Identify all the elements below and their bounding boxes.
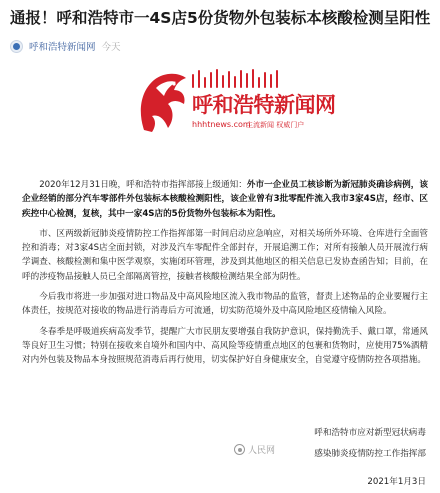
paragraph-1: 2020年12月31日晚，呼和浩特市指挥部接上级通知：外市一企业员工核诊断为新冠肺炎确诊病例，该企业经销的部分汽车零部件外包装标本核酸检测阳性，该企业曾有3批零配件流入我市3家4S店，经市、区疾控中心检测，复核，其中一家4S店的5份货物外包装标本为阳性。 [22,180,428,219]
horse-logo-icon [134,68,190,138]
signature-line-1: 呼和浩特市应对新型冠状病毒 [314,428,426,438]
watermark [234,443,275,456]
signature-date: 2021年1月3日 [367,477,426,487]
article-body [22,178,428,374]
news-banner-image [108,62,336,166]
article-title: 通报！呼和浩特市一4S店5份货物外包装标本核酸检测呈阳性 [10,9,431,27]
watermark-logo-icon [234,444,245,455]
paragraph-2: 市、区两级新冠肺炎疫情防控工作指挥部第一时间启动应急响应，对相关场所外环境、仓库进行全面管控和消毒；对3家4S店全面封锁，对涉及汽车零配件全部封存，开展追溯工作；对所有接触人员开展流行病学调查、核酸检测和集中医学观察，实施闭环管理，涉及到其他地区的相关信息已发协查函告知；目前，在呼的涉疫物品接触人员已全部隔离管控，接触者核酸检测结果全部为阴性。 [22,228,428,282]
paragraph-3: 今后我市将进一步加强对进口物品及中高风险地区流入我市物品的监管，督责上述物品的企业要履行主体责任，按规范对接收的物品进行消毒后方可流通，切实防范境外及中高风险地区疫情输入风险。 [22,292,428,317]
paragraph-4: 冬春季是呼吸道疾病高发季节，提醒广大市民朋友要增强自我防护意识，保持勤洗手、戴口罩，常通风等良好卫生习惯；特别在接收来自境外和国内中、高风险等疫情重点地区的包裹和货物时，应使用75%酒精对内外包装及物品本身按照规范消毒后再行使用，切实保护好自身健康安全，自觉遵守疫情防控各项措施。 [22,326,428,366]
source-link[interactable]: 呼和浩特新闻网 [29,42,96,53]
brand-slogan: 主流新闻 权威门户 [246,121,305,129]
source-avatar-icon[interactable] [10,40,23,53]
signature-line-2: 感染肺炎疫情防控工作指挥部 [314,449,426,459]
brand-url: hhhtnews.com [192,120,251,129]
article-meta [10,38,121,54]
brand-name: 呼和浩特新闻网 [192,93,336,117]
publish-time: 今天 [101,42,121,53]
watermark-text: 人民网 [248,446,276,456]
mongolian-script-logo [192,68,296,88]
